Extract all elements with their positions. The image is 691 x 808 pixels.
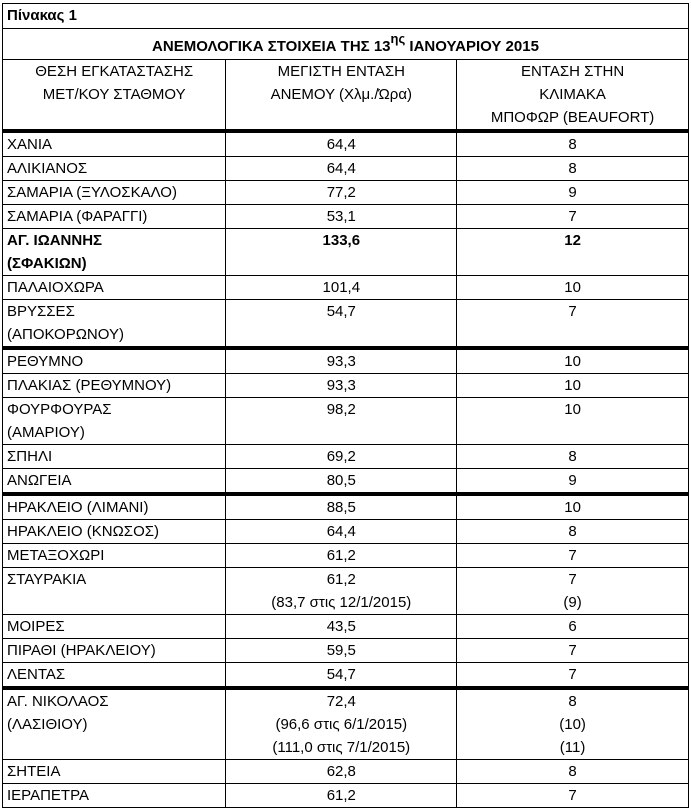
station-cell bbox=[3, 181, 226, 205]
beaufort-cell-line: 6 bbox=[568, 618, 577, 635]
station-cell-line: ΣΑΜΑΡΙΑ (ΞΥΛΟΣΚΑΛΟ) bbox=[7, 184, 177, 201]
beaufort-cell-line: 10 bbox=[564, 401, 581, 418]
title-row bbox=[3, 29, 689, 60]
station-cell-line: ΡΕΘΥΜΝΟ bbox=[7, 353, 84, 370]
beaufort-cell-line: (10) bbox=[559, 716, 586, 733]
station-cell-line: ΑΝΩΓΕΙΑ bbox=[7, 472, 72, 489]
station-cell bbox=[3, 276, 226, 300]
header-line: ΚΛΙΜΑΚΑ bbox=[539, 86, 606, 103]
beaufort-cell bbox=[457, 300, 689, 349]
max-speed-cell bbox=[226, 348, 457, 374]
station-cell-line: ΙΕΡΑΠΕΤΡΑ bbox=[7, 787, 89, 804]
station-cell-line: (ΛΑΣΙΘΙΟΥ) bbox=[7, 716, 88, 733]
max-speed-cell-line: 72,4 bbox=[326, 693, 356, 710]
max-speed-cell-line: (96,6 στις 6/1/2015) bbox=[275, 716, 408, 733]
max-speed-cell-line: 133,6 bbox=[322, 232, 361, 249]
table-row bbox=[3, 639, 689, 663]
max-speed-cell-line: 93,3 bbox=[326, 353, 356, 370]
table-row bbox=[3, 469, 689, 495]
header-line: ΕΝΤΑΣΗ ΣΤΗΝ bbox=[520, 63, 625, 80]
beaufort-cell bbox=[457, 639, 689, 663]
beaufort-cell-line: 7 bbox=[568, 547, 577, 564]
beaufort-cell bbox=[457, 374, 689, 398]
beaufort-cell-line: 12 bbox=[564, 232, 581, 249]
beaufort-cell bbox=[457, 276, 689, 300]
station-cell-line: ΠΑΛΑΙΟΧΩΡΑ bbox=[7, 279, 104, 296]
beaufort-cell-line: 8 bbox=[568, 763, 577, 780]
station-cell bbox=[3, 445, 226, 469]
beaufort-cell bbox=[457, 181, 689, 205]
beaufort-cell-line: (11) bbox=[559, 739, 586, 756]
max-speed-cell-line: 43,5 bbox=[326, 618, 356, 635]
caption-row bbox=[3, 4, 689, 29]
max-speed-cell bbox=[226, 398, 457, 445]
max-speed-cell bbox=[226, 445, 457, 469]
beaufort-cell bbox=[457, 348, 689, 374]
table-row bbox=[3, 615, 689, 639]
table-row bbox=[3, 398, 689, 445]
beaufort-cell bbox=[457, 615, 689, 639]
station-cell bbox=[3, 760, 226, 784]
station-cell-line: ΜΕΤΑΞΟΧΩΡΙ bbox=[7, 547, 105, 564]
station-cell-line: (ΣΦΑΚΙΩΝ) bbox=[7, 255, 87, 272]
max-speed-cell-line: 80,5 bbox=[326, 472, 356, 489]
beaufort-cell bbox=[457, 784, 689, 808]
station-cell-line: (ΑΜΑΡΙΟΥ) bbox=[7, 424, 85, 441]
max-speed-cell-line: 62,8 bbox=[326, 763, 356, 780]
max-speed-cell bbox=[226, 181, 457, 205]
max-speed-cell-line: 61,2 bbox=[326, 547, 356, 564]
beaufort-cell bbox=[457, 157, 689, 181]
title-suffix: ΙΑΝΟΥΑΡΙΟΥ 2015 bbox=[405, 38, 539, 55]
table-row bbox=[3, 348, 689, 374]
title-prefix: ΑΝΕΜΟΛΟΓΙΚΑ ΣΤΟΙΧΕΙΑ ΤΗΣ 13 bbox=[152, 38, 391, 55]
beaufort-cell bbox=[457, 398, 689, 445]
header-max-speed bbox=[226, 60, 457, 132]
max-speed-cell-line: 77,2 bbox=[326, 184, 356, 201]
max-speed-cell-line: 98,2 bbox=[326, 401, 356, 418]
max-speed-cell bbox=[226, 568, 457, 615]
max-speed-cell bbox=[226, 157, 457, 181]
station-cell-line: ΣΑΜΑΡΙΑ (ΦΑΡΑΓΓΙ) bbox=[7, 208, 148, 225]
table-row bbox=[3, 663, 689, 689]
max-speed-cell bbox=[226, 688, 457, 760]
table-row bbox=[3, 784, 689, 808]
header-line: ΜΕΤ/ΚΟΥ ΣΤΑΘΜΟΥ bbox=[42, 86, 186, 103]
max-speed-cell bbox=[226, 205, 457, 229]
beaufort-cell-line: 7 bbox=[568, 303, 577, 320]
beaufort-cell bbox=[457, 229, 689, 276]
station-cell-line: ΑΓ. ΙΩΑΝΝΗΣ bbox=[7, 232, 103, 249]
beaufort-cell-line: 10 bbox=[564, 499, 581, 516]
beaufort-cell-line: 10 bbox=[564, 353, 581, 370]
station-cell-line: ΠΛΑΚΙΑΣ (ΡΕΘΥΜΝΟΥ) bbox=[7, 377, 172, 394]
max-speed-cell-line: 54,7 bbox=[326, 303, 356, 320]
header-line: ΘΕΣΗ ΕΓΚΑΤΑΣΤΑΣΗΣ bbox=[35, 63, 194, 80]
station-cell-line: ΑΓ. ΝΙΚΟΛΑΟΣ bbox=[7, 693, 109, 710]
table-row bbox=[3, 760, 689, 784]
header-station bbox=[3, 60, 226, 132]
station-cell-line: ΣΗΤΕΙΑ bbox=[7, 763, 61, 780]
header-line: ΜΕΓΙΣΤΗ ΕΝΤΑΣΗ bbox=[277, 63, 405, 80]
beaufort-cell bbox=[457, 469, 689, 495]
station-cell-line: ΗΡΑΚΛΕΙΟ (ΚΝΩΣΟΣ) bbox=[7, 523, 160, 540]
beaufort-cell bbox=[457, 520, 689, 544]
beaufort-cell bbox=[457, 663, 689, 689]
beaufort-cell-line: 7 bbox=[568, 787, 577, 804]
max-speed-cell bbox=[226, 494, 457, 520]
station-cell-line: ΗΡΑΚΛΕΙΟ (ΛΙΜΑΝΙ) bbox=[7, 499, 149, 516]
station-cell bbox=[3, 229, 226, 276]
max-speed-cell-line: 93,3 bbox=[326, 377, 356, 394]
station-cell bbox=[3, 494, 226, 520]
station-cell bbox=[3, 300, 226, 349]
max-speed-cell-line: 61,2 bbox=[326, 787, 356, 804]
max-speed-cell-line: (111,0 στις 7/1/2015) bbox=[272, 739, 411, 756]
station-cell-line: ΧΑΝΙΑ bbox=[7, 136, 53, 153]
beaufort-cell-line: 7 bbox=[568, 666, 577, 683]
station-cell-line: ΣΤΑΥΡΑΚΙΑ bbox=[7, 571, 87, 588]
max-speed-cell-line: 59,5 bbox=[326, 642, 356, 659]
station-cell bbox=[3, 348, 226, 374]
station-cell-line: ΛΕΝΤΑΣ bbox=[7, 666, 66, 683]
max-speed-cell bbox=[226, 300, 457, 349]
beaufort-cell bbox=[457, 688, 689, 760]
station-cell-line: ΠΙΡΑΘΙ (ΗΡΑΚΛΕΙΟΥ) bbox=[7, 642, 156, 659]
header-line: ΜΠΟΦΩΡ (BEAUFORT) bbox=[490, 109, 655, 126]
max-speed-cell bbox=[226, 520, 457, 544]
max-speed-cell-line: (83,7 στις 12/1/2015) bbox=[271, 594, 412, 611]
station-cell bbox=[3, 615, 226, 639]
station-cell bbox=[3, 568, 226, 615]
beaufort-cell-line: 7 bbox=[568, 571, 577, 588]
table-row bbox=[3, 688, 689, 760]
beaufort-cell-line: (9) bbox=[563, 594, 582, 611]
max-speed-cell-line: 101,4 bbox=[322, 279, 361, 296]
station-cell bbox=[3, 688, 226, 760]
title-superscript: ης bbox=[390, 31, 406, 46]
beaufort-cell-line: 7 bbox=[568, 642, 577, 659]
table-row bbox=[3, 181, 689, 205]
beaufort-cell bbox=[457, 205, 689, 229]
table-row bbox=[3, 205, 689, 229]
table-row bbox=[3, 131, 689, 157]
max-speed-cell bbox=[226, 663, 457, 689]
table-row bbox=[3, 157, 689, 181]
beaufort-cell-line: 8 bbox=[568, 136, 577, 153]
max-speed-cell bbox=[226, 760, 457, 784]
max-speed-cell-line: 64,4 bbox=[326, 160, 356, 177]
beaufort-cell bbox=[457, 445, 689, 469]
station-cell bbox=[3, 544, 226, 568]
max-speed-cell bbox=[226, 639, 457, 663]
table-row bbox=[3, 494, 689, 520]
table-caption: Πίνακας 1 bbox=[3, 4, 689, 29]
beaufort-cell-line: 10 bbox=[564, 279, 581, 296]
station-cell bbox=[3, 784, 226, 808]
header-row bbox=[3, 60, 689, 132]
max-speed-cell-line: 64,4 bbox=[326, 523, 356, 540]
station-cell bbox=[3, 469, 226, 495]
max-speed-cell bbox=[226, 544, 457, 568]
station-cell-line: (ΑΠΟΚΟΡΩΝΟΥ) bbox=[7, 326, 124, 343]
beaufort-cell-line: 7 bbox=[568, 208, 577, 225]
station-cell-line: ΜΟΙΡΕΣ bbox=[7, 618, 65, 635]
table-row bbox=[3, 229, 689, 276]
beaufort-cell bbox=[457, 544, 689, 568]
max-speed-cell bbox=[226, 229, 457, 276]
station-cell bbox=[3, 663, 226, 689]
beaufort-cell bbox=[457, 760, 689, 784]
table-row bbox=[3, 568, 689, 615]
station-cell-line: ΒΡΥΣΣΕΣ bbox=[7, 303, 75, 320]
station-cell bbox=[3, 131, 226, 157]
max-speed-cell-line: 54,7 bbox=[326, 666, 356, 683]
max-speed-cell bbox=[226, 784, 457, 808]
max-speed-cell bbox=[226, 615, 457, 639]
max-speed-cell bbox=[226, 276, 457, 300]
beaufort-cell-line: 9 bbox=[568, 472, 577, 489]
beaufort-cell-line: 10 bbox=[564, 377, 581, 394]
beaufort-cell-line: 8 bbox=[568, 693, 577, 710]
max-speed-cell bbox=[226, 469, 457, 495]
table-row bbox=[3, 300, 689, 349]
max-speed-cell bbox=[226, 374, 457, 398]
table-row bbox=[3, 445, 689, 469]
beaufort-cell bbox=[457, 568, 689, 615]
max-speed-cell-line: 64,4 bbox=[326, 136, 356, 153]
max-speed-cell bbox=[226, 131, 457, 157]
table-title bbox=[3, 29, 689, 60]
table-row bbox=[3, 520, 689, 544]
table-row bbox=[3, 374, 689, 398]
station-cell-line: ΑΛΙΚΙΑΝΟΣ bbox=[7, 160, 88, 177]
beaufort-cell-line: 8 bbox=[568, 448, 577, 465]
header-line: ΑΝΕΜΟΥ (Χλμ./Ώρα) bbox=[270, 86, 412, 103]
station-cell-line: ΣΠΗΛΙ bbox=[7, 448, 53, 465]
table-row bbox=[3, 276, 689, 300]
station-cell bbox=[3, 398, 226, 445]
station-cell bbox=[3, 157, 226, 181]
station-cell bbox=[3, 520, 226, 544]
max-speed-cell-line: 61,2 bbox=[326, 571, 356, 588]
max-speed-cell-line: 69,2 bbox=[326, 448, 356, 465]
beaufort-cell bbox=[457, 131, 689, 157]
beaufort-cell-line: 9 bbox=[568, 184, 577, 201]
beaufort-cell-line: 8 bbox=[568, 523, 577, 540]
station-cell bbox=[3, 639, 226, 663]
max-speed-cell-line: 88,5 bbox=[326, 499, 356, 516]
beaufort-cell bbox=[457, 494, 689, 520]
wind-data-table bbox=[2, 3, 689, 808]
station-cell bbox=[3, 205, 226, 229]
station-cell bbox=[3, 374, 226, 398]
station-cell-line: ΦΟΥΡΦΟΥΡΑΣ bbox=[7, 401, 112, 418]
table-row bbox=[3, 544, 689, 568]
header-beaufort bbox=[457, 60, 689, 132]
max-speed-cell-line: 53,1 bbox=[326, 208, 356, 225]
beaufort-cell-line: 8 bbox=[568, 160, 577, 177]
